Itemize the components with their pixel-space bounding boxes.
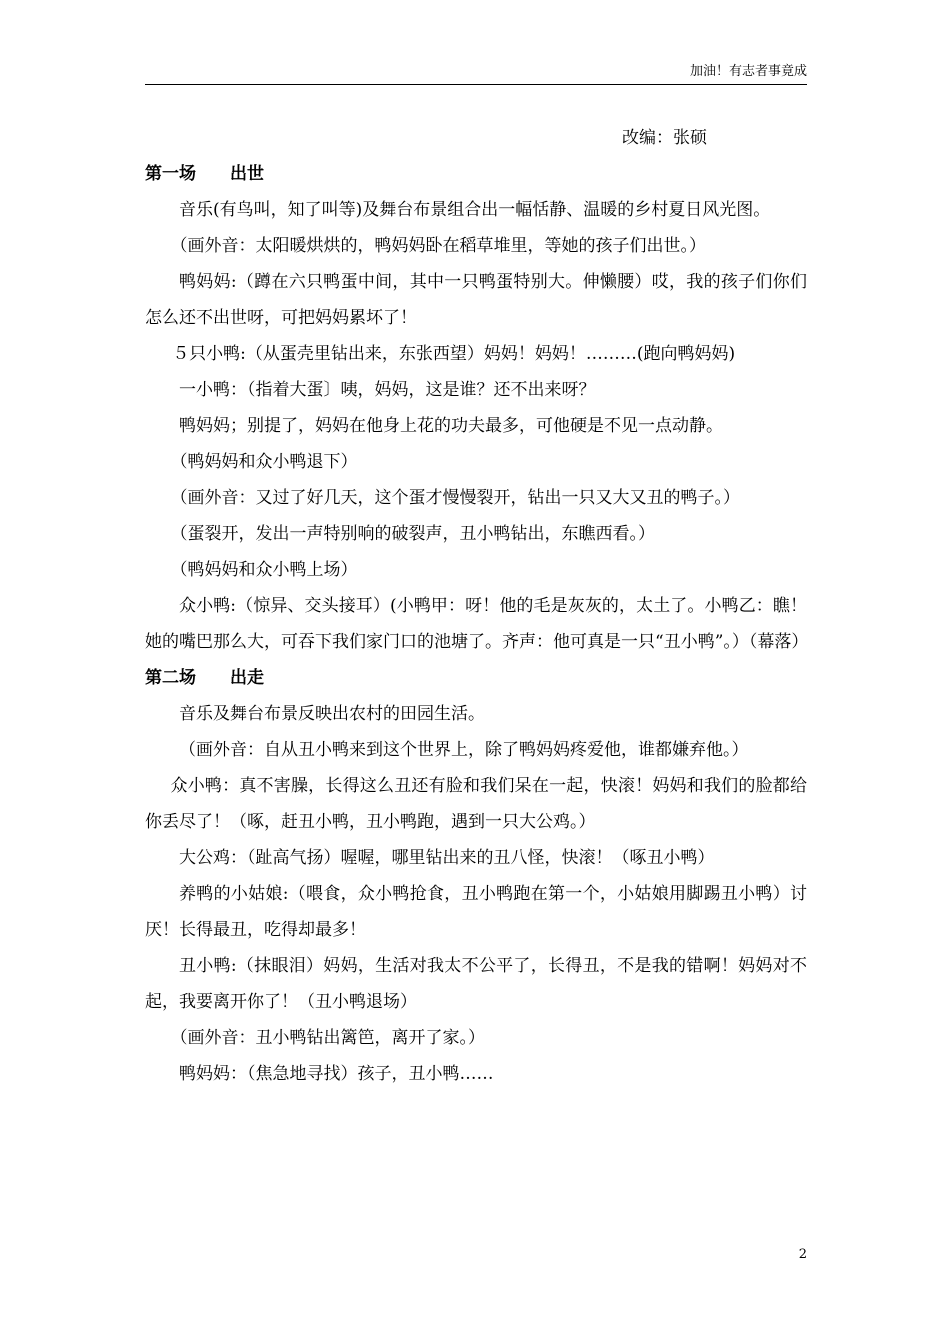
scene-2-name: 出走: [230, 668, 264, 688]
page-number: 2: [798, 1247, 807, 1262]
scene-1-line: （画外音：又过了好几天，这个蛋才慢慢裂开，钻出一只又大又丑的鸭子。）: [170, 488, 740, 508]
scene-1-title: [145, 156, 807, 192]
scene-1-line: 众小鸭:（惊异、交头接耳）(小鸭甲：呀！他的毛是灰灰的，太土了。小鸭乙：瞧！她的嘴巴那么大，可吞下我们家门口的池塘了。齐声：他可真是一只“丑小鸭”。）（幕落）: [145, 596, 809, 652]
scene-2-line: （画外音：丑小鸭钻出篱笆，离开了家。）: [170, 1028, 485, 1048]
scene-1-line: ５只小鸭:（从蛋壳里钻出来，东张西望）妈妈！妈妈！………(跑向鸭妈妈): [172, 344, 736, 364]
scene-1-line: 一小鸭：（指着大蛋〕咦，妈妈，这是谁？还不出来呀？: [179, 380, 596, 400]
scene-2-line: （画外音：自从丑小鸭来到这个世界上，除了鸭妈妈疼爱他，谁都嫌弃他。）: [179, 740, 749, 760]
header-slogan: 加油！有志者事竟成: [689, 64, 807, 79]
scene-2-line: 鸭妈妈：（焦急地寻找）孩子，丑小鸭……: [179, 1064, 494, 1084]
header-divider: [145, 84, 807, 85]
scene-1-line: （鸭妈妈和众小鸭退下）: [170, 452, 358, 472]
scene-2-number: 第二场: [145, 668, 196, 688]
document-body: [145, 120, 807, 1092]
scene-2-line: 大公鸡：（趾高气扬）喔喔，哪里钻出来的丑八怪，快滚！（啄丑小鸭）: [179, 848, 715, 868]
scene-1-line: （鸭妈妈和众小鸭上场）: [170, 560, 358, 580]
scene-1-line: 鸭妈妈:（蹲在六只鸭蛋中间，其中一只鸭蛋特别大。伸懒腰）哎，我的孩子们你们怎么还不出世呀，可把妈妈累坏了！: [145, 272, 807, 328]
scene-2-line: 养鸭的小姑娘:（喂食，众小鸭抢食，丑小鸭跑在第一个，小姑娘用脚踢丑小鸭）讨厌！长得最丑，吃得却最多！: [145, 884, 807, 940]
scene-2-line: 丑小鸭:（抹眼泪）妈妈，生活对我太不公平了，长得丑，不是我的错啊！妈妈对不起，我要离开你了！（丑小鸭退场）: [145, 956, 807, 1012]
scene-1-line: （蛋裂开，发出一声特别响的破裂声，丑小鸭钻出，东瞧西看。）: [170, 524, 655, 544]
scene-1-line: （画外音：太阳暖烘烘的，鸭妈妈卧在稻草堆里，等她的孩子们出世。）: [170, 236, 706, 256]
scene-2-line: 众小鸭：真不害臊，长得这么丑还有脸和我们呆在一起，快滚！妈妈和我们的脸都给你丢尽了！（啄，赶丑小鸭，丑小鸭跑，遇到一只大公鸡。）: [145, 776, 807, 832]
scene-1-line: 音乐(有鸟叫，知了叫等)及舞台布景组合出一幅恬静、温暖的乡村夏日风光图。: [179, 200, 771, 220]
scene-1-line: 鸭妈妈；别提了，妈妈在他身上花的功夫最多，可他硬是不见一点动静。: [179, 416, 723, 436]
page-header: [145, 62, 807, 82]
scene-1-number: 第一场: [145, 164, 196, 184]
scene-2-title: [145, 660, 807, 696]
author-credit: 改编：张硕: [622, 128, 707, 148]
scene-1-name: 出世: [230, 164, 264, 184]
scene-2-line: 音乐及舞台布景反映出农村的田园生活。: [179, 704, 485, 724]
